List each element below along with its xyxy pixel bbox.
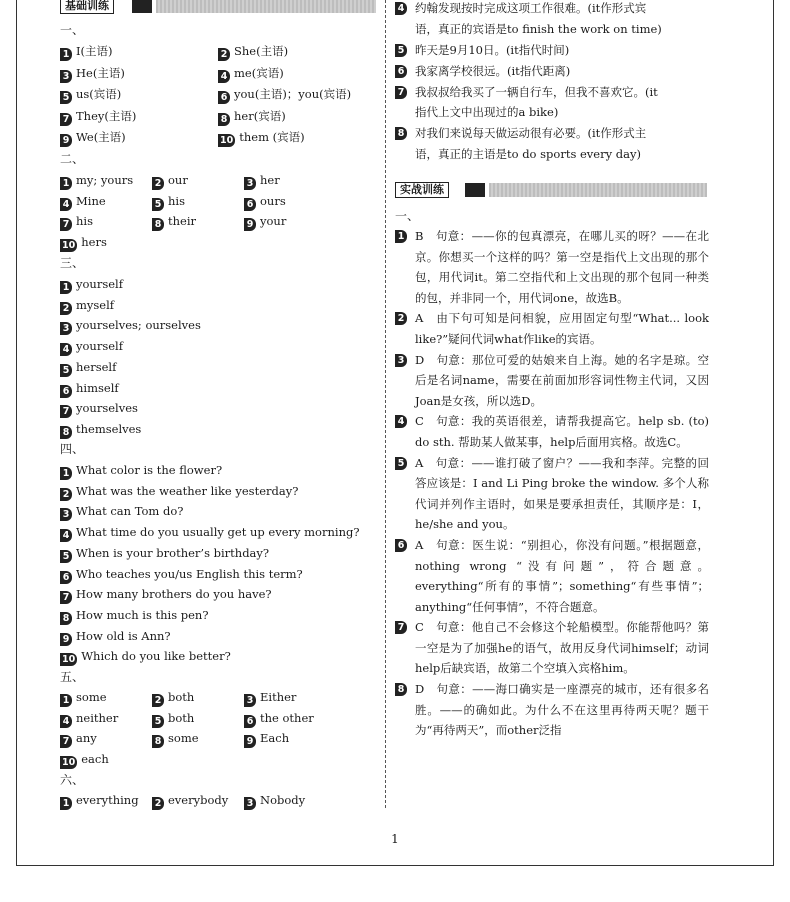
item-number-badge: 1 xyxy=(60,467,72,480)
item-number-badge: 9 xyxy=(60,633,72,646)
answer-text: neither xyxy=(76,710,119,725)
item-number-badge: 6 xyxy=(218,91,230,104)
answer-text: their xyxy=(168,214,197,229)
answer-text: yourselves; ourselves xyxy=(76,318,201,333)
answer-explanation: A 句意：——谁打破了窗户？——我和李萍。完整的回答应该是：I and Li Ping broke the window. 多个人称代词并列作主语时，如果是要承担责任，其顺序是：I，he/she and you。 xyxy=(415,455,709,532)
section-heading-6: 六、 xyxy=(60,773,85,787)
item-number-badge: 3 xyxy=(395,354,407,367)
answer-explanation: A 句意：医生说：“别担心，你没有问题。”根据题意，nothing wrong “没有问题”，符合题意。everything“所有的事情”；something“有些事情”；anything“任何事情”，不符合题意。 xyxy=(415,537,709,614)
item-number-badge: 5 xyxy=(152,198,164,211)
answer-item xyxy=(60,463,222,480)
item-line: 约翰发现按时完成这项工作很难。(it作形式宾 xyxy=(415,1,647,15)
answer-item xyxy=(152,194,185,211)
answer-item xyxy=(60,173,133,190)
banner-block xyxy=(465,183,485,197)
answer-text: his xyxy=(76,214,93,229)
item-line: 我叔叔给我买了一辆自行车，但我不喜欢它。(it xyxy=(415,84,658,99)
banner-label: 基础训练 xyxy=(60,0,114,14)
continuation-item xyxy=(395,61,709,82)
item-number-badge: 9 xyxy=(60,134,72,147)
answer-text: What color is the flower? xyxy=(76,463,223,477)
item-number-badge: 6 xyxy=(395,65,407,78)
answer-text: me(宾语) xyxy=(234,65,284,80)
item-number-badge: 10 xyxy=(220,135,234,147)
continuation-item xyxy=(395,123,709,164)
answer-item xyxy=(60,793,139,810)
answer-text: hers xyxy=(81,235,107,250)
answer-text: How much is this pen? xyxy=(76,607,209,622)
answer-item xyxy=(60,608,209,625)
section-heading-1: 一、 xyxy=(60,23,85,37)
answer-text: yourselves xyxy=(76,401,138,416)
answer-text: myself xyxy=(76,297,115,312)
answer-explanation: D 句意：——海口确实是一座漂亮的城市，还有很多名胜。——的确如此。为什么不在这里再待两天呢？题干为“再待两天”，而other泛指 xyxy=(415,682,709,738)
item-number-badge: 2 xyxy=(60,302,72,315)
item-number-badge: 2 xyxy=(152,177,164,190)
answer-item xyxy=(60,130,126,147)
section-heading-5: 五、 xyxy=(60,670,85,684)
answer-item xyxy=(60,298,114,315)
item-number-badge: 10 xyxy=(62,240,76,252)
answer-item xyxy=(60,629,171,646)
answer-item xyxy=(244,690,296,707)
answer-item xyxy=(60,66,125,83)
answer-text: He(主语) xyxy=(76,65,125,80)
answer-item xyxy=(60,711,118,728)
answer-text: each xyxy=(81,752,109,767)
answer-item xyxy=(152,793,228,810)
section-banner-basic xyxy=(60,0,376,14)
answer-item xyxy=(60,546,269,563)
answer-explanation: A 由下句可知是问相貌，应用固定句型“What... look like?”疑问代词what作like的宾语。 xyxy=(415,311,709,346)
answer-item xyxy=(60,339,123,356)
answer-text: What can Tom do? xyxy=(76,504,184,519)
page-number: 1 xyxy=(391,832,399,846)
answer-text: yourself xyxy=(76,339,123,354)
answer-text: himself xyxy=(76,380,119,395)
item-number-badge: 1 xyxy=(60,797,72,810)
answer-item xyxy=(60,587,272,604)
item-number-badge: 4 xyxy=(60,198,72,211)
item-number-badge: 6 xyxy=(244,198,256,211)
answer-text: my; yours xyxy=(76,173,134,187)
answer-item xyxy=(244,173,280,190)
answer-item xyxy=(60,318,201,335)
answer-text: everybody xyxy=(168,793,229,807)
answer-text: Either xyxy=(260,690,297,704)
answer-paragraph xyxy=(395,411,709,452)
answer-item xyxy=(60,752,109,769)
answer-item xyxy=(60,649,231,666)
answer-item xyxy=(60,401,138,418)
item-number-badge: 9 xyxy=(244,218,256,231)
item-number-badge: 7 xyxy=(60,591,72,604)
item-number-badge: 2 xyxy=(60,488,72,501)
item-number-badge: 7 xyxy=(395,621,407,634)
item-number-badge: 10 xyxy=(62,757,76,769)
item-number-badge: 7 xyxy=(60,113,72,126)
answer-item xyxy=(60,422,141,439)
continuation-item xyxy=(395,0,709,39)
banner-bar xyxy=(489,183,707,197)
answer-text: themselves xyxy=(76,421,142,436)
answer-text: everything xyxy=(76,793,139,807)
item-number-badge: 1 xyxy=(60,48,72,61)
answer-item xyxy=(60,109,136,126)
item-number-badge: 5 xyxy=(152,715,164,728)
answer-item xyxy=(60,277,123,294)
item-number-badge: 6 xyxy=(60,571,72,584)
answer-explanation: B 句意：——你的包真漂亮，在哪儿买的呀？——在北京。你想买一个这样的吗？第一空是指代上文出现的那个包，用代词it。第二空指代和上文出现的那个包同一种类的包，并非同一个，用代词one，故选B。 xyxy=(415,229,709,305)
answer-text: Each xyxy=(260,731,290,746)
answer-item xyxy=(218,44,288,61)
answer-text: We(主语) xyxy=(76,130,126,145)
answer-text: I(主语) xyxy=(76,44,113,58)
answer-item xyxy=(60,194,106,211)
answer-item xyxy=(218,87,351,104)
item-line: 语，真正的宾语是to finish the work on time) xyxy=(415,21,662,36)
answer-item xyxy=(218,66,284,83)
answer-text: her xyxy=(260,173,280,187)
banner-label: 实战训练 xyxy=(395,182,449,198)
answer-text: you(主语)；you(宾语) xyxy=(234,87,352,102)
answer-text: us(宾语) xyxy=(76,87,122,102)
answer-item xyxy=(152,711,194,728)
item-number-badge: 5 xyxy=(60,91,72,104)
answer-text: ours xyxy=(260,193,286,208)
section-heading-practice-1: 一、 xyxy=(395,209,420,223)
item-number-badge: 9 xyxy=(244,735,256,748)
item-line: 语，真正的主语是to do sports every day) xyxy=(415,146,641,161)
answer-item xyxy=(60,44,113,61)
banner-bar xyxy=(156,0,376,13)
answer-item xyxy=(60,525,360,542)
item-number-badge: 7 xyxy=(60,735,72,748)
item-number-badge: 4 xyxy=(395,2,407,15)
answer-text: How many brothers do you have? xyxy=(76,587,272,602)
item-number-badge: 8 xyxy=(152,218,164,231)
answer-text: What time do you usually get up every morning? xyxy=(76,525,360,540)
answer-text: his xyxy=(168,193,185,208)
answer-item xyxy=(244,194,286,211)
answer-explanation: D 句意：那位可爱的姑娘来自上海。她的名字是琼。空后是名词name，需要在前面加形容词性物主代词，又因Joan是女孩，所以选D。 xyxy=(415,352,709,408)
item-line: 我家离学校很远。(it指代距离) xyxy=(415,63,571,78)
item-number-badge: 6 xyxy=(60,385,72,398)
answer-item xyxy=(244,793,305,810)
answer-text: some xyxy=(168,731,199,746)
answer-item xyxy=(60,731,97,748)
item-number-badge: 1 xyxy=(60,177,72,190)
item-number-badge: 3 xyxy=(244,177,256,190)
answer-text: What was the weather like yesterday? xyxy=(76,483,299,498)
answer-explanation: C 句意：他自己不会修这个轮船模型。你能帮他吗？第一空是为了加强he的语气，故用反身代词himself；动词help后缺宾语，故第二个空填入宾格him。 xyxy=(415,620,709,676)
answer-text: Which do you like better? xyxy=(81,649,231,664)
item-line: 对我们来说每天做运动很有必要。(it作形式主 xyxy=(415,126,647,141)
answer-item xyxy=(60,504,183,521)
answer-text: herself xyxy=(76,359,117,374)
item-number-badge: 3 xyxy=(244,797,256,810)
answer-text: Mine xyxy=(76,193,106,208)
item-number-badge: 3 xyxy=(60,322,72,335)
answer-paragraph xyxy=(395,226,709,308)
answer-item xyxy=(152,214,196,231)
answer-text: Who teaches you/us English this term? xyxy=(76,566,303,581)
item-line: 指代上文中出现过的a bike) xyxy=(415,105,559,120)
item-number-badge: 3 xyxy=(244,694,256,707)
item-number-badge: 1 xyxy=(60,281,72,294)
item-number-badge: 7 xyxy=(395,86,407,99)
answer-item xyxy=(244,731,289,748)
item-number-badge: 8 xyxy=(395,127,407,140)
answer-item xyxy=(152,731,199,748)
answer-text: the other xyxy=(260,710,314,725)
answer-text: some xyxy=(76,690,107,704)
item-number-badge: 10 xyxy=(62,654,76,666)
answer-item xyxy=(218,109,286,126)
answer-text: both xyxy=(168,710,195,725)
item-number-badge: 2 xyxy=(152,797,164,810)
item-number-badge: 3 xyxy=(60,70,72,83)
answer-item xyxy=(244,711,314,728)
answer-paragraph xyxy=(395,308,709,349)
item-number-badge: 6 xyxy=(395,539,407,552)
continuation-item xyxy=(395,40,709,61)
answer-item xyxy=(218,130,305,147)
answer-item xyxy=(60,214,93,231)
answer-text: any xyxy=(76,731,97,746)
banner-block xyxy=(132,0,152,13)
item-number-badge: 8 xyxy=(152,735,164,748)
answer-item xyxy=(244,214,286,231)
answer-text: She(主语) xyxy=(234,44,289,58)
item-number-badge: 1 xyxy=(60,694,72,707)
answer-text: her(宾语) xyxy=(234,108,286,123)
answer-text: them (宾语) xyxy=(239,130,305,145)
answer-text: How old is Ann? xyxy=(76,628,171,643)
item-line: 昨天是9月10日。(it指代时间) xyxy=(415,42,570,57)
item-number-badge: 3 xyxy=(60,508,72,521)
item-number-badge: 5 xyxy=(60,364,72,377)
answer-item xyxy=(60,567,303,584)
item-number-badge: 8 xyxy=(395,683,407,696)
answer-item xyxy=(152,173,188,190)
answer-text: both xyxy=(168,690,195,704)
answer-text: They(主语) xyxy=(76,108,137,123)
answer-item xyxy=(60,87,121,104)
item-number-badge: 5 xyxy=(395,44,407,57)
answer-item xyxy=(152,690,194,707)
answer-text: our xyxy=(168,173,188,187)
item-number-badge: 1 xyxy=(395,230,407,243)
section-heading-4: 四、 xyxy=(60,442,85,456)
section-heading-2: 二、 xyxy=(60,152,85,166)
answer-item xyxy=(60,484,298,501)
item-number-badge: 6 xyxy=(244,715,256,728)
item-number-badge: 2 xyxy=(395,312,407,325)
answer-paragraph xyxy=(395,679,709,741)
item-number-badge: 2 xyxy=(152,694,164,707)
item-number-badge: 7 xyxy=(60,405,72,418)
item-number-badge: 5 xyxy=(395,457,407,470)
item-number-badge: 8 xyxy=(60,612,72,625)
answer-paragraph xyxy=(395,453,709,535)
item-number-badge: 8 xyxy=(218,113,230,126)
item-number-badge: 7 xyxy=(60,218,72,231)
item-number-badge: 4 xyxy=(60,715,72,728)
answer-paragraph xyxy=(395,535,709,617)
answer-explanation: C 句意：我的英语很差，请帮我提高它。help sb. (to) do sth. 帮助某人做某事，help后面用宾格。故选C。 xyxy=(415,414,709,449)
item-number-badge: 4 xyxy=(60,343,72,356)
answer-item xyxy=(60,360,116,377)
section-heading-3: 三、 xyxy=(60,256,85,270)
continuation-item xyxy=(395,82,709,123)
answer-text: your xyxy=(260,214,287,229)
answer-list xyxy=(395,226,709,741)
answer-paragraph xyxy=(395,350,709,412)
answer-text: yourself xyxy=(76,277,123,291)
item-number-badge: 8 xyxy=(60,426,72,439)
answer-item xyxy=(60,235,107,252)
item-number-badge: 5 xyxy=(60,550,72,563)
item-number-badge: 4 xyxy=(60,529,72,542)
answer-item xyxy=(60,690,107,707)
answer-item xyxy=(60,381,119,398)
item-number-badge: 4 xyxy=(395,415,407,428)
item-number-badge: 4 xyxy=(218,70,230,83)
item-number-badge: 2 xyxy=(218,48,230,61)
column-divider xyxy=(385,0,386,808)
answer-paragraph xyxy=(395,617,709,679)
section-banner-practice xyxy=(395,182,707,198)
answer-text: Nobody xyxy=(260,793,306,807)
answer-text: When is your brother’s birthday? xyxy=(76,545,270,560)
